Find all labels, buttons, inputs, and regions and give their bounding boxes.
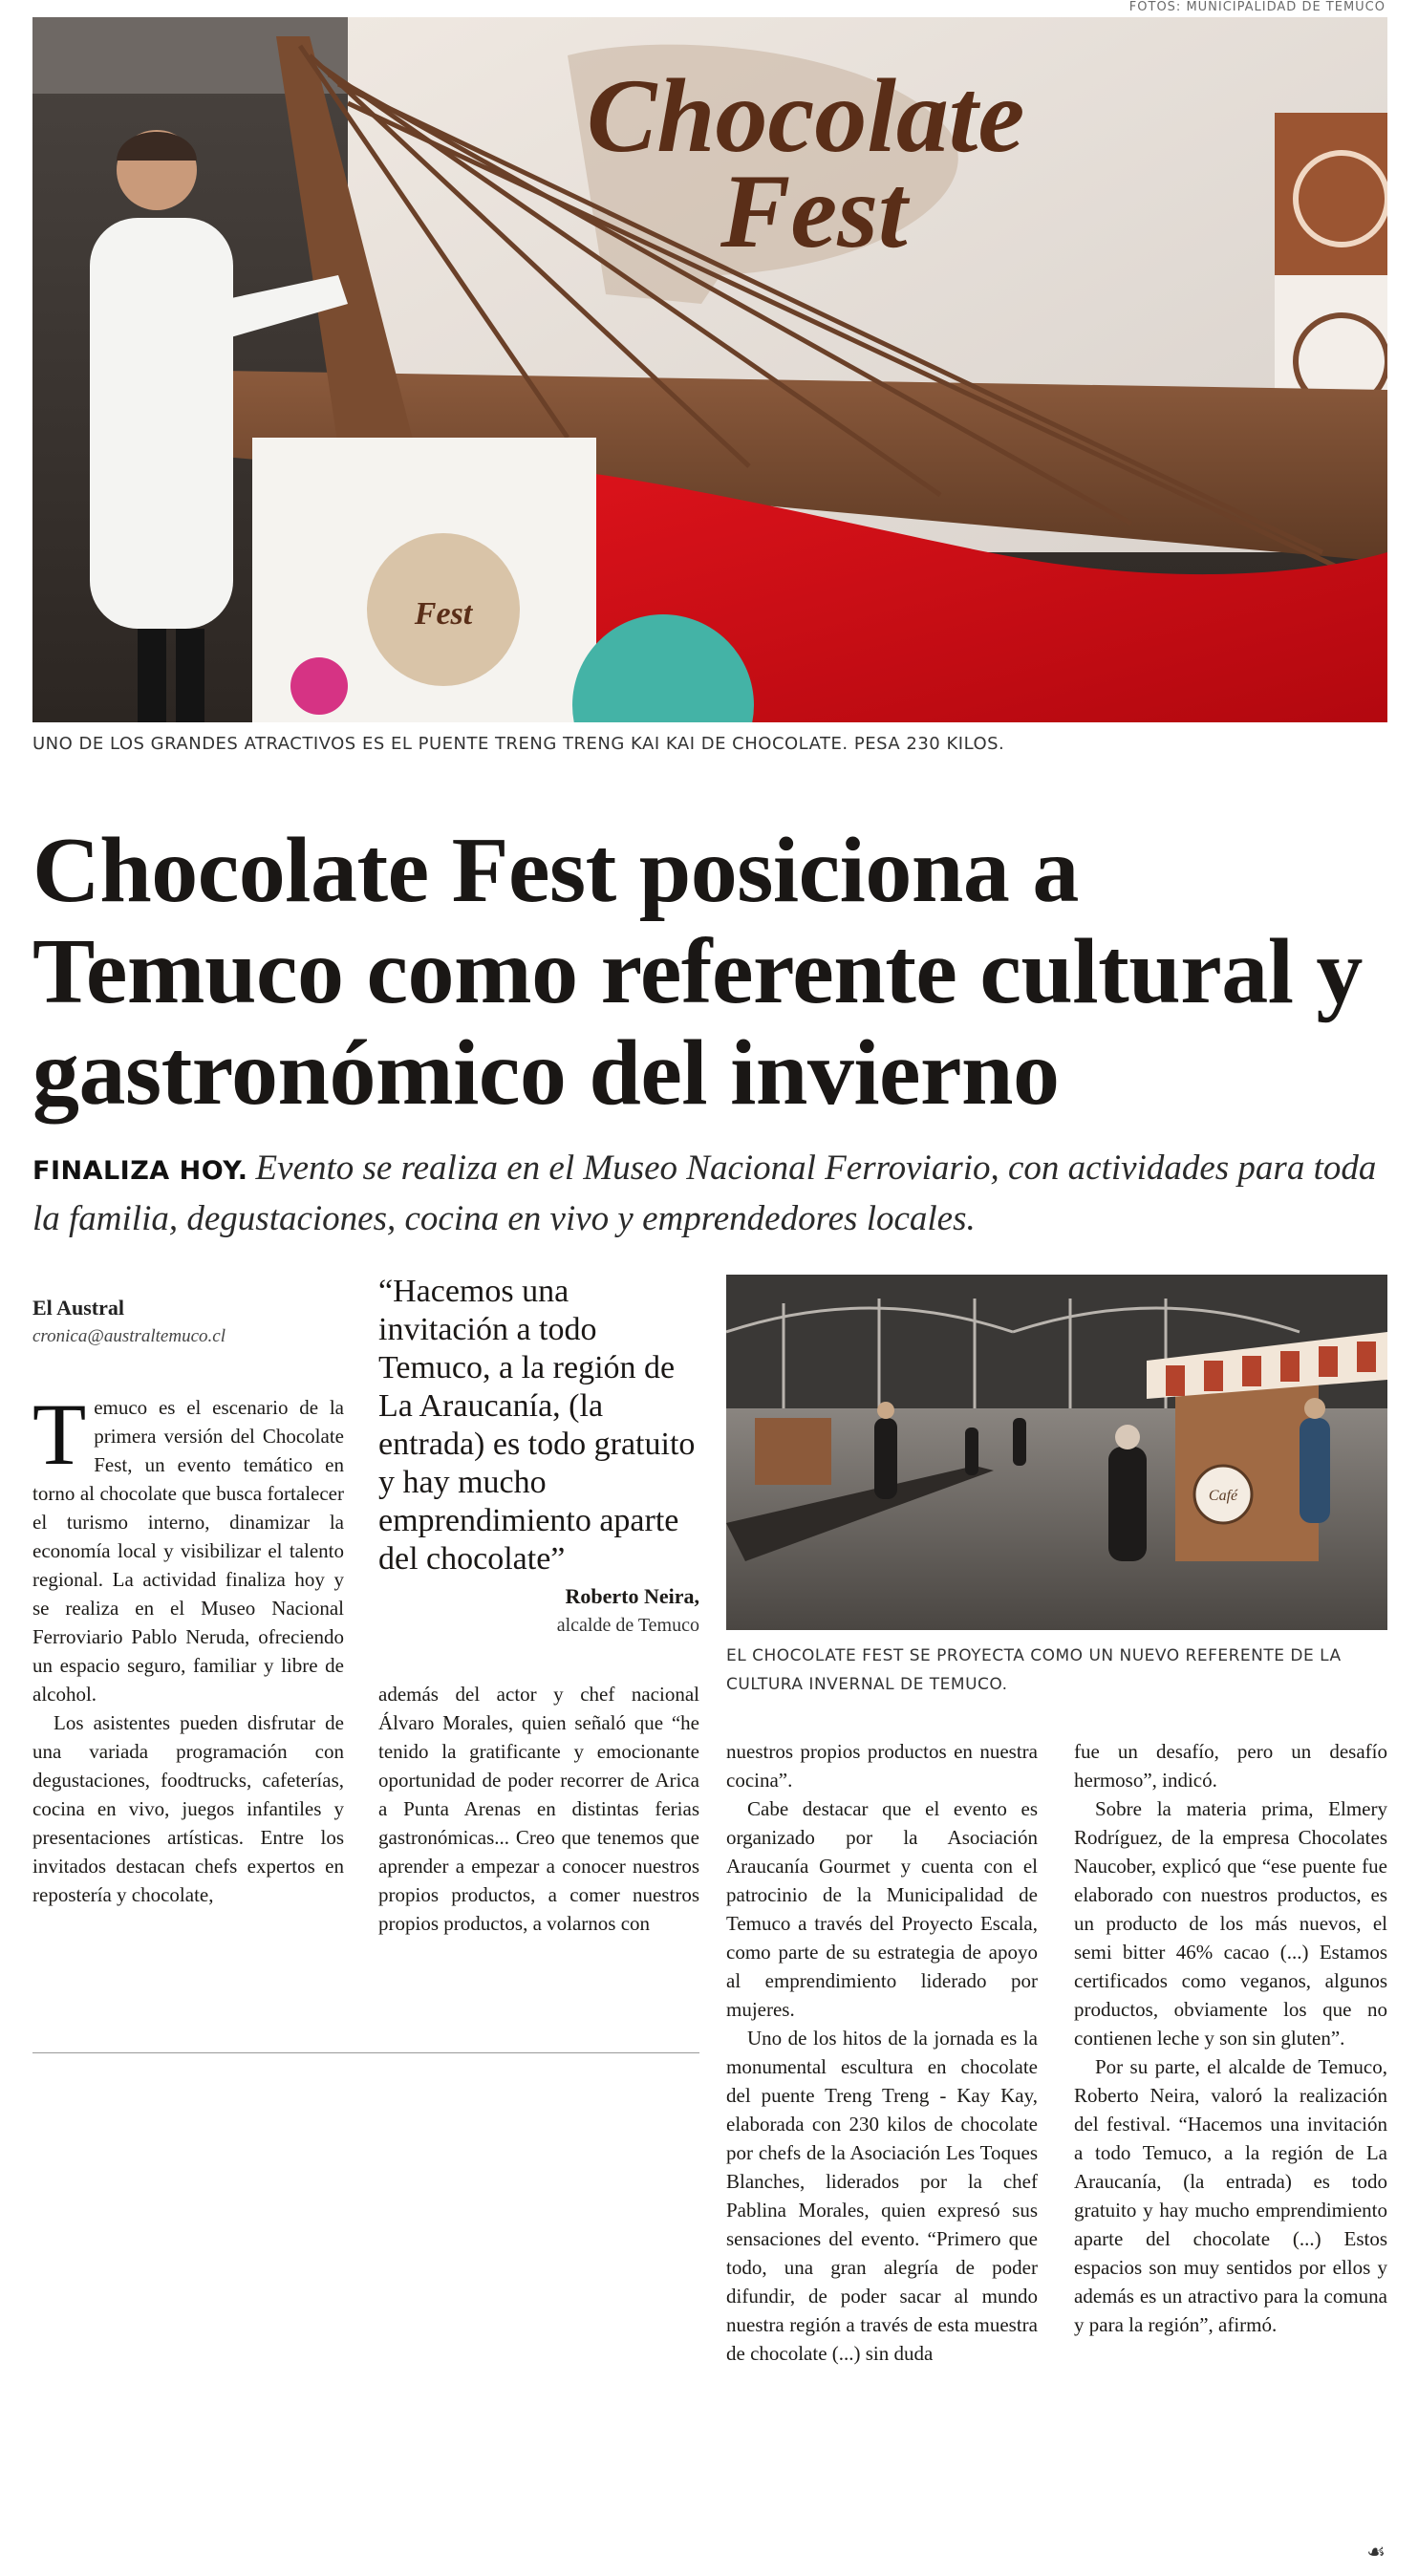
photo-credit: FOTOS: MUNICIPALIDAD DE TEMUCO: [1128, 0, 1386, 14]
stall-right: [1175, 1370, 1319, 1561]
body-column-1: [32, 1385, 344, 1909]
deck: [32, 1145, 1389, 1243]
side-panel-brown: [1275, 113, 1387, 275]
end-mark: ☙: [1366, 2540, 1386, 2564]
side-photo-caption: EL CHOCOLATE FEST SE PROYECTA COMO UN NUEVO REFERENTE DE LA CULTURA INVERNAL DE TEMUCO.: [726, 1646, 1342, 1694]
body-paragraph: Temuco es el escenario de la primera versión del Chocolate Fest, un evento temático en torno al chocolate que busca fortalecer el turismo interno, dinamizar la economía local y visibilizar el talento regional. La actividad finaliza hoy y se realiza en el Museo Nacional Ferroviario Pablo Neruda, ofreciendo un espacio seguro, familiar y libre de alcohol.: [32, 1385, 344, 1706]
body-paragraph: fue un desafío, pero un desafío hermoso”, indicó.: [1074, 1740, 1387, 1792]
deck-text: Evento se realiza en el Museo Nacional Ferroviario, con actividades para toda la familia, degustaciones, cocina en vivo y emprendedores locales.: [32, 1148, 1377, 1238]
byline-email[interactable]: cronica@australtemuco.cl: [32, 1326, 226, 1346]
body-paragraph: Cabe destacar que el evento es organizado por la Asociación Araucanía Gourmet y cuenta con el patrocinio de la Municipalidad de Temuco a través del Proyecto Escala, como parte de su estrategia de apoyo al emprendimiento liderado por mujeres.: [726, 1797, 1038, 2021]
byline: [32, 1294, 319, 1351]
pull-quote-role: alcalde de Temuco: [556, 1615, 699, 1636]
headline: Chocolate Fest posiciona a Temuco como referente cultural y gastronómico del invierno: [32, 819, 1363, 1125]
body-paragraph: Por su parte, el alcalde de Temuco, Roberto Neira, valoró la realización del festival. “Hacemos una invitación a todo Temuco, a la región de La Araucanía, (la entrada) es todo gratuito y hay mucho emprendimiento aparte del chocolate (...) Estos espacios son muy sentidos por ellos y además es un atractivo para la comuna y para la región”, afirmó.: [1074, 2055, 1387, 2336]
stall-sign-text: Café: [1208, 1488, 1238, 1504]
base-logo-text: Fest: [414, 596, 473, 632]
top-photo-caption: UNO DE LOS GRANDES ATRACTIVOS ES EL PUENTE TRENG TRENG KAI KAI DE CHOCOLATE. PESA 230 KILOS.: [32, 734, 1005, 754]
body-column-4: [1074, 1737, 1387, 2339]
banner-title-1: Chocolate: [587, 57, 1025, 174]
body-paragraph: nuestros propios productos en nuestra cocina”.: [726, 1740, 1038, 1792]
side-photo: [726, 1275, 1387, 1630]
banner-title-2: Fest: [720, 153, 908, 269]
body-column-2: [378, 1680, 699, 1938]
stall-left: [755, 1418, 831, 1485]
pull-quote-author: Roberto Neira,: [565, 1584, 699, 1608]
body-paragraph: Los asistentes pueden disfrutar de una variada programación con degustaciones, foodtrucks, cafeterías, cocina en vivo, juegos infantiles y presentaciones artísticas. Entre los invitados destacan chefs expertos en repostería y chocolate,: [32, 1711, 344, 1906]
pull-quote-attribution: [378, 1582, 699, 1640]
top-photo: [32, 17, 1387, 722]
body-column-3: [726, 1737, 1038, 2368]
section-rule: [32, 2052, 699, 2053]
body-paragraph: además del actor y chef nacional Álvaro Morales, quien señaló que “he tenido la gratificante y emocionante oportunidad de poder recorrer de Arica a Punta Arenas en distintas ferias gastronómicas... Creo que tenemos que aprender a empezar a conocer nuestros propios productos, a comer nuestros propios productos, a volarnos con: [378, 1683, 699, 1935]
base-logo-3: [290, 657, 348, 715]
deck-kicker: FINALIZA HOY.: [32, 1156, 248, 1186]
byline-author: El Austral: [32, 1296, 124, 1320]
drop-cap: T: [32, 1385, 87, 1483]
body-paragraph: Sobre la materia prima, Elmery Rodríguez, de la empresa Chocolates Naucober, explicó que “ese puente fue elaborado con nuestros productos, es un producto de los más nuevos, el semi bitter 46% cacao (...) Estamos certificados como veganos, algunos productos, obviamente los que no contienen leche y son sin gluten”.: [1074, 1797, 1387, 2050]
pull-quote: “Hacemos una invitación a todo Temuco, a la región de La Araucanía, (la entrada) es todo gratuito y hay mucho emprendimiento aparte del chocolate”: [378, 1274, 696, 1577]
body-paragraph: Uno de los hitos de la jornada es la monumental escultura en chocolate del puente Treng Treng - Kay Kay, elaborada con 230 kilos de chocolate por chefs de la Asociación Les Toques Blanches, liderados por la chef Pablina Morales, quien expresó sus sensaciones del evento. “Primero que todo, una gran alegría de poder difundir, de poder sacar al mundo nuestra región a través de esta muestra de chocolate (...) sin duda: [726, 2027, 1038, 2365]
